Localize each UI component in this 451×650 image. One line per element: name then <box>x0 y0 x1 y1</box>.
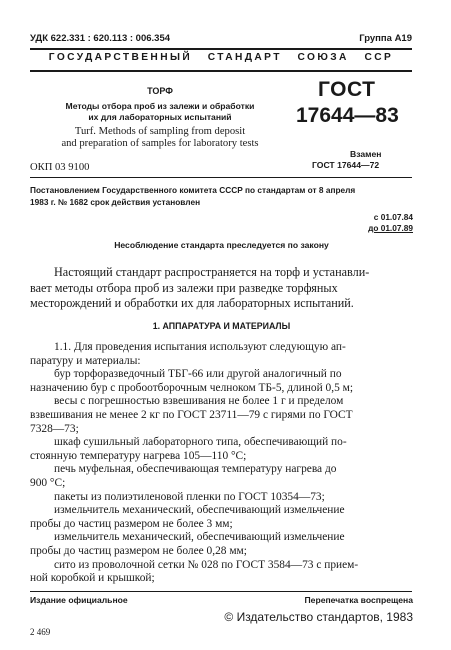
title-rule <box>30 177 412 178</box>
reprint-prohibited: Перепечатка воспрещена <box>304 595 413 605</box>
legal-warning: Несоблюдение стандарта преследуется по закону <box>114 240 329 250</box>
body-line: пробы до частиц размером не более 3 мм; <box>30 517 233 530</box>
subtitle-ru-1: Методы отбора проб из залежи и обработки <box>65 101 255 111</box>
intro-line: Настоящий стандарт распространяется на торф и устанавли- <box>54 265 370 279</box>
gost-number: 17644—83 <box>296 104 399 127</box>
top-rule <box>30 48 412 50</box>
body-line: печь муфельная, обеспечивающая температуру нагрева до <box>54 463 337 476</box>
body-line: ной коробкой и крышкой; <box>30 572 155 585</box>
decree-line-2: 1983 г. № 1682 срок действия установлен <box>30 197 201 207</box>
subtitle-ru-2: их для лабораторных испытаний <box>88 112 232 122</box>
body-line: взвешивания не менее 2 кг по ГОСТ 23711—79 с гирями по ГОСТ <box>30 408 353 421</box>
replaces-label: Взамен <box>350 149 382 159</box>
banner-rule <box>30 70 412 72</box>
effective-from: с 01.07.84 <box>373 212 413 222</box>
intro-line: вает методы отбора проб из залежи при разведке торфяных <box>30 280 338 295</box>
replaces-value: ГОСТ 17644—72 <box>312 160 380 170</box>
body-line: 900 °С; <box>30 476 66 489</box>
body-line: сито из проволочной сетки № 028 по ГОСТ 3584—73 с прием- <box>54 558 359 571</box>
section-heading: 1. АППАРАТУРА И МАТЕРИАЛЫ <box>152 321 291 331</box>
body-line: назначению бур с пробоотборочным челноком ТБ-5, длиной 0,5 м; <box>30 381 354 394</box>
intro-paragraph <box>30 265 413 312</box>
body-line: 7328—73; <box>30 422 79 435</box>
body-line: бур торфоразведочный ТБГ-66 или другой аналогичный по <box>54 368 342 381</box>
body-line: 1.1. Для проведения испытания используют следующую ап- <box>54 341 346 353</box>
body-line: весы с погрешностью взвешивания не более 1 г и пределом <box>54 395 344 408</box>
okp-code: ОКП 03 9100 <box>30 162 90 173</box>
official-edition: Издание официальное <box>30 595 128 605</box>
title-ru: ТОРФ <box>147 86 173 96</box>
body-line: измельчитель механический, обеспечивающий измельчение <box>54 504 345 517</box>
body-line: пакеты из полиэтиленовой пленки по ГОСТ 10354—73; <box>54 490 325 503</box>
udk-code: УДК 622.331 : 620.113 : 006.354 <box>30 33 171 44</box>
body-line: измельчитель механический, обеспечивающий измельчение <box>54 531 345 544</box>
title-en-2: and preparation of samples for laboratory tests <box>61 138 259 149</box>
body-line: пробы до частиц размером не более 0,28 мм; <box>30 544 247 557</box>
footer-rule <box>30 591 412 592</box>
intro-line: месторождений и обработки их для лабораторных испытаний. <box>30 296 354 310</box>
decree-line-1: Постановлением Государственного комитета СССР по стандартам от 8 апреля <box>30 185 356 195</box>
title-en-1: Turf. Methods of sampling from deposit <box>74 126 246 137</box>
effective-to: до 01.07.89 <box>368 223 413 233</box>
section-body <box>30 341 413 586</box>
print-code: 2 469 <box>30 627 51 637</box>
gost-label: ГОСТ <box>318 78 376 101</box>
standard-banner: ГОСУДАРСТВЕННЫЙ СТАНДАРТ СОЮЗА ССР <box>48 52 394 63</box>
group-code: Группа А19 <box>359 33 412 44</box>
publisher-copyright: © Издательство стандартов, 1983 <box>224 610 413 624</box>
body-line: стоянную температуру нагрева 105—110 °С; <box>30 449 247 462</box>
body-line: шкаф сушильный лабораторного типа, обеспечивающий по- <box>54 436 347 449</box>
body-line: паратуру и материалы: <box>30 354 141 367</box>
